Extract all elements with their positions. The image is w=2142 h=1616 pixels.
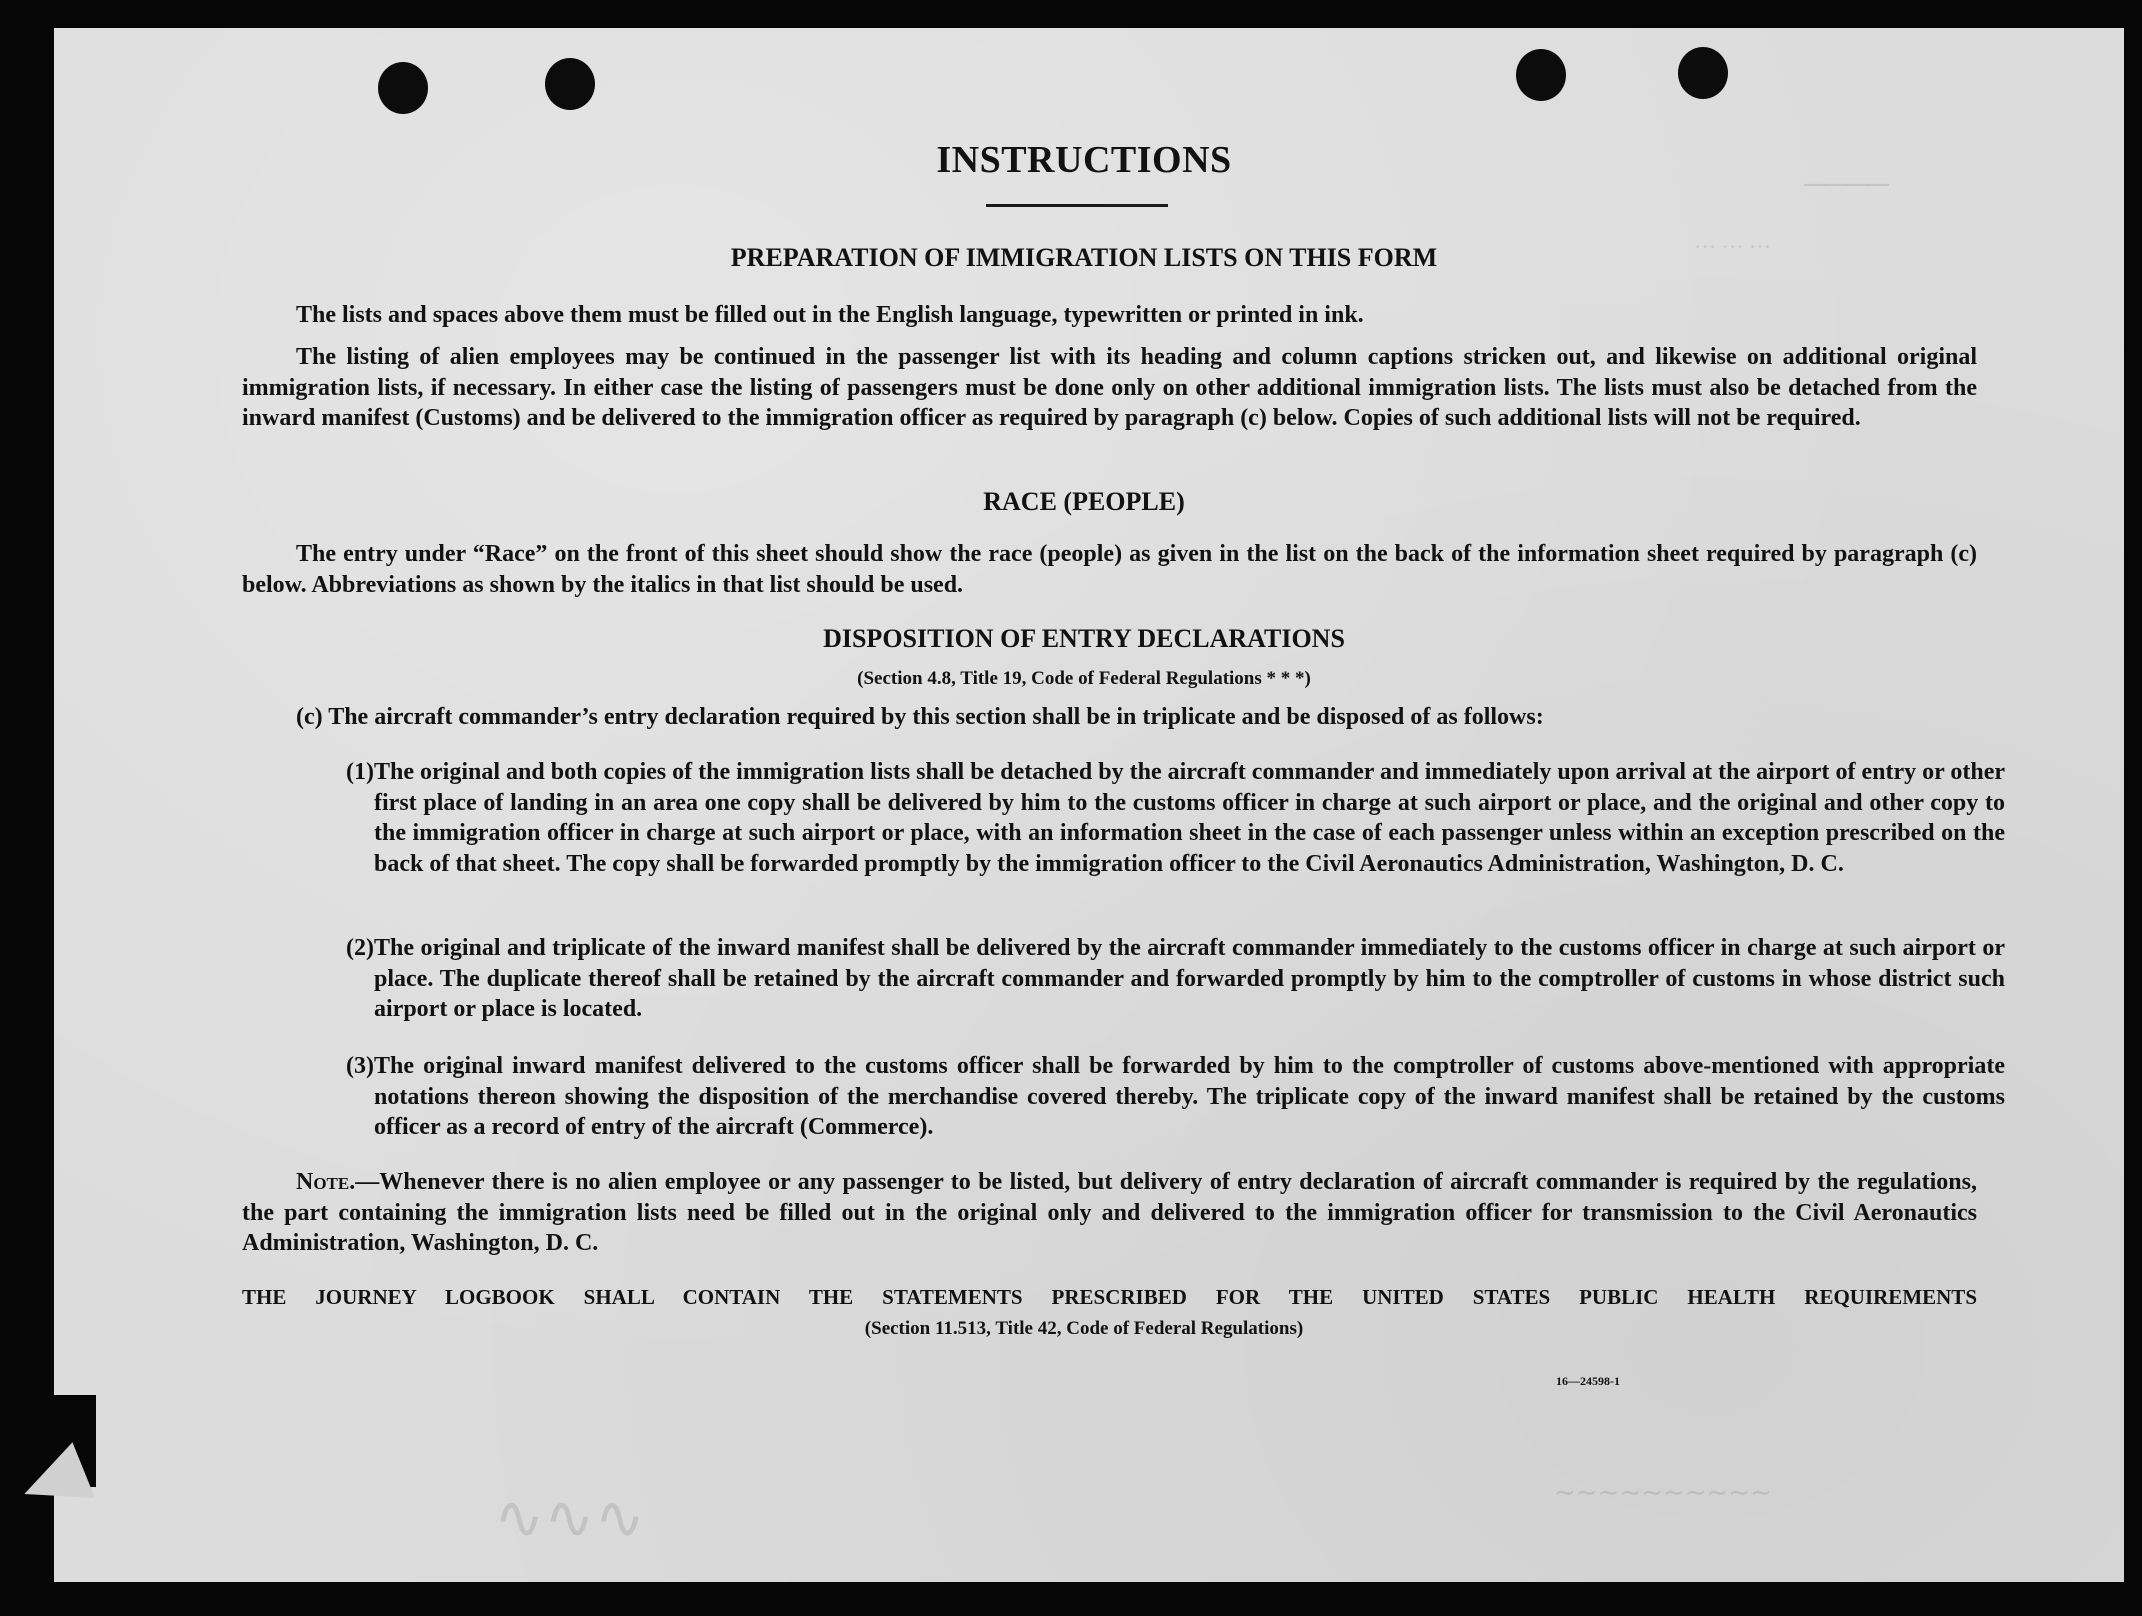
bleed-through: ──── xyxy=(1804,168,1890,201)
list-item-number: (1) xyxy=(346,759,374,785)
list-item-text: The original and both copies of the immigration lists shall be detached by the aircraft commander and immediately upon arrival at the airport of entry or other first place of landing in an area one copy shall be delivered by him to the customs officer in charge at such airport or place, and the original and other copy to the immigration officer in charge at such airport or place, with an information sheet in the case of each passenger unless within an exception prescribed on the back of that sheet. The copy shall be forwarded promptly by the immigration officer to the Civil Aeronautics Administration, Washington, D. C. xyxy=(374,759,2005,877)
paragraph-disposition-intro: (c) The aircraft commander’s entry declaration required by this section shall be in triplicate and be disposed of as follows: xyxy=(296,704,1544,730)
title-underline xyxy=(986,204,1168,207)
list-item xyxy=(346,757,2005,879)
list-item-text: The original inward manifest delivered to the customs officer shall be forwarded by him to the comptroller of customs above-mentioned with appropriate notations thereon showing the disposition of the merchandise covered thereby. The triplicate copy of the inward manifest shall be retained by the customs officer as a record of entry of the aircraft (Commerce). xyxy=(374,1053,2005,1140)
heading-race: RACE (PEOPLE) xyxy=(983,487,1185,516)
citation-title-19: (Section 4.8, Title 19, Code of Federal Regulations * * *) xyxy=(857,668,1311,689)
list-item-text: The original and triplicate of the inward manifest shall be delivered by the aircraft commander immediately to the customs officer in charge at such airport or place. The duplicate thereof shall be retained by the aircraft commander and forwarded promptly by him to the comptroller of customs in whose district such airport or place is located. xyxy=(374,935,2005,1022)
punch-hole xyxy=(378,62,428,114)
punch-hole xyxy=(1678,47,1728,99)
paragraph-race: The entry under “Race” on the front of this sheet should show the race (people) as given in the list on the back of the information sheet required by paragraph (c) below. Abbreviations as shown by the italics in that list should be used. xyxy=(242,541,1977,598)
note-text: —Whenever there is no alien employee or any passenger to be listed, but delivery of entry declaration of aircraft commander is required by the regulations, the part containing the immigration lists need be filled out in the original only and delivered to the immigration officer for transmission to the Civil Aeronautics Administration, Washington, D. C. xyxy=(242,1169,1977,1256)
list-item xyxy=(346,933,2005,1025)
note-label: Note. xyxy=(296,1169,356,1195)
citation-title-42: (Section 11.513, Title 42, Code of Federal Regulations) xyxy=(864,1318,1304,1339)
heading-disposition: DISPOSITION OF ENTRY DECLARATIONS xyxy=(823,624,1345,653)
list-item-number: (2) xyxy=(346,935,374,961)
list-item xyxy=(346,1051,2005,1143)
page-title: INSTRUCTIONS xyxy=(936,139,1232,181)
punch-hole xyxy=(1516,49,1566,101)
form-number: 16—24598-1 xyxy=(1556,1374,1620,1388)
paragraph-note xyxy=(242,1167,1977,1259)
heading-preparation: PREPARATION OF IMMIGRATION LISTS ON THIS FORM xyxy=(730,243,1438,272)
punch-hole xyxy=(545,58,595,110)
bleed-through: … … … xyxy=(1694,228,1771,253)
bleed-through: ∼∼∼∼∼∼∼∼∼∼ xyxy=(1554,1478,1772,1507)
document-page xyxy=(54,28,2124,1582)
list-item-number: (3) xyxy=(346,1053,374,1079)
paragraph-preparation-1: The lists and spaces above them must be filled out in the English language, typewritten or printed in ink. xyxy=(296,302,1364,328)
paragraph-preparation-2: The listing of alien employees may be continued in the passenger list with its heading and column captions stricken out, and likewise on additional original immigration lists, if necessary. In either case the listing of passengers must be done only on other additional immigration lists. The lists must also be detached from the inward manifest (Customs) and be delivered to the immigration officer as required by paragraph (c) below. Copies of such additional lists will not be required. xyxy=(242,344,1977,431)
bleed-through: ∿∿∿ xyxy=(494,1485,645,1551)
health-statement: THE JOURNEY LOGBOOK SHALL CONTAIN THE STATEMENTS PRESCRIBED FOR THE UNITED STATES PUBLIC HEALTH REQUIREMENTS xyxy=(242,1285,1977,1309)
